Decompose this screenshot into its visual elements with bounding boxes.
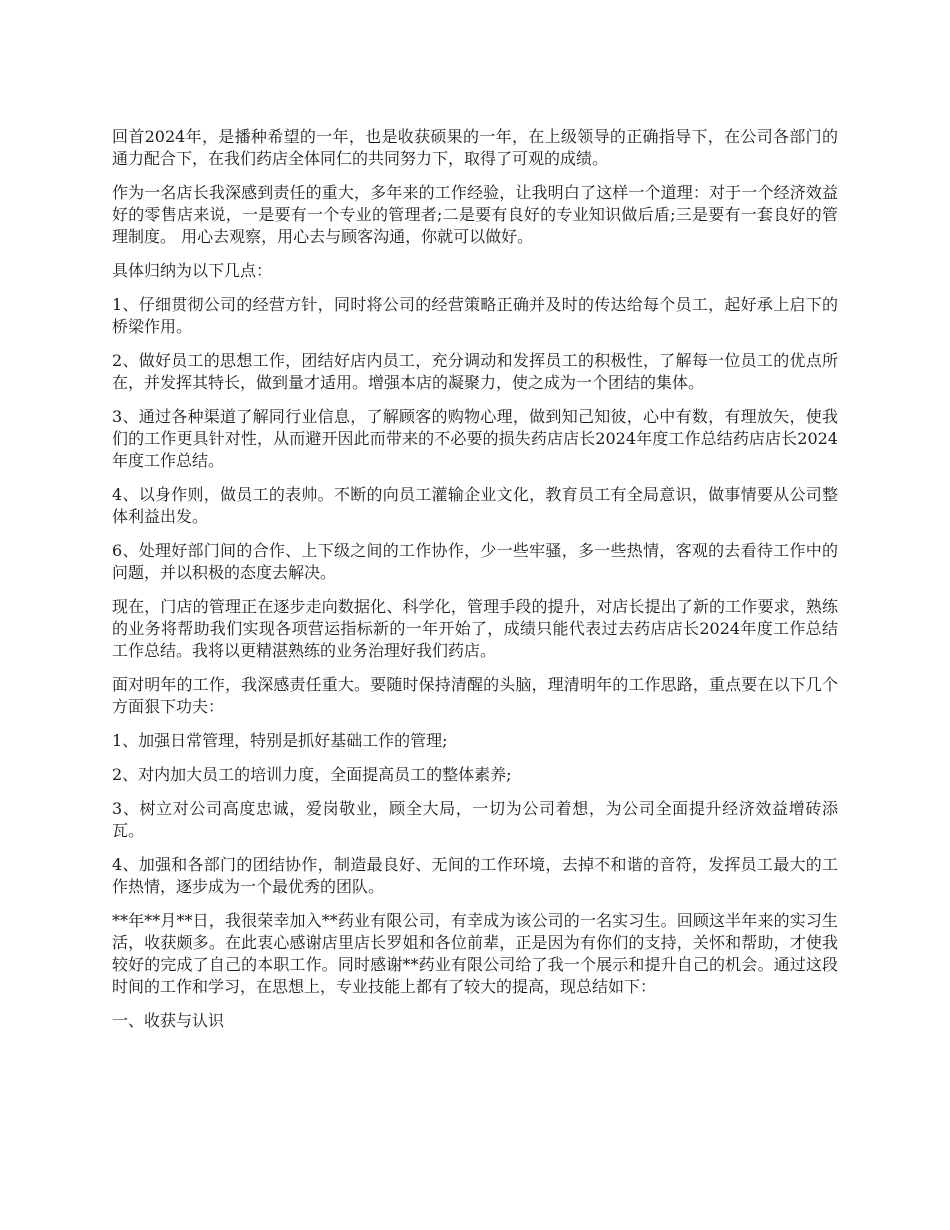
- paragraph-point-4: 4、以身作则，做员工的表帅。不断的向员工灌输企业文化，教育员工有全局意识，做事情要从公司整体利益出发。: [112, 485, 838, 526]
- paragraph-current-status: 现在，门店的管理正在逐步走向数据化、科学化，管理手段的提升，对店长提出了新的工作要求，熟练的业务将帮助我们实现各项营运指标新的一年开始了，成绩只能代表过去药店店长2024年度工作总结工作总结。我将以更精湛熟练的业务治理好我们药店。: [112, 597, 838, 660]
- paragraph-plan-4: 4、加强和各部门的团结协作，制造最良好、无间的工作环境，去掉不和谐的音符，发挥员工最大的工作热情，逐步成为一个最优秀的团队。: [112, 855, 838, 896]
- paragraph-point-3: 3、通过各种渠道了解同行业信息，了解顾客的购物心理，做到知己知彼，心中有数，有理放矢，使我们的工作更具针对性，从而避开因此而带来的不必要的损失药店店长2024年度工作总结药店店长2024年度工作总结。: [112, 407, 838, 470]
- paragraph-point-1: 1、仔细贯彻公司的经营方针，同时将公司的经营策略正确并及时的传达给每个员工，起好承上启下的桥梁作用。: [112, 295, 838, 336]
- paragraph-internship: **年**月**日，我很荣幸加入**药业有限公司，有幸成为该公司的一名实习生。回顾这半年来的实习生活，收获颇多。在此衷心感谢店里店长罗姐和各位前辈，正是因为有你们的支持，关怀和帮助，才使我较好的完成了自己的本职工作。同时感谢**药业有限公司给了我一个展示和提升自己的机会。通过这段时间的工作和学习，在思想上，专业技能上都有了较大的提高，现总结如下：: [112, 911, 838, 996]
- paragraph-point-6: 6、处理好部门间的合作、上下级之间的工作协作，少一些牢骚，多一些热情，客观的去看待工作中的问题，并以积极的态度去解决。: [112, 541, 838, 582]
- paragraph-plan-1: 1、加强日常管理，特别是抓好基础工作的管理;: [112, 731, 448, 750]
- paragraph-plan-2: 2、对内加大员工的培训力度，全面提高员工的整体素养;: [112, 765, 512, 784]
- paragraph-plan-3: 3、树立对公司高度忠诚，爱岗敬业，顾全大局，一切为公司着想，为公司全面提升经济效益增砖添瓦。: [112, 799, 838, 840]
- document-body: [112, 126, 838, 1044]
- paragraph-intro: 回首2024年，是播种希望的一年，也是收获硕果的一年，在上级领导的正确指导下，在公司各部门的通力配合下，在我们药店全体同仁的共同努力下，取得了可观的成绩。: [112, 127, 838, 168]
- section-heading-harvest: 一、收获与认识: [112, 1011, 225, 1030]
- paragraph-point-2: 2、做好员工的思想工作，团结好店内员工，充分调动和发挥员工的积极性，了解每一位员工的优点所在，并发挥其特长，做到量才适用。增强本店的凝聚力，使之成为一个团结的集体。: [112, 351, 838, 392]
- paragraph-summary-lead: 具体归纳为以下几点：: [112, 261, 273, 280]
- paragraph-next-year-lead: 面对明年的工作，我深感责任重大。要随时保持清醒的头脑，理清明年的工作思路，重点要在以下几个方面狠下功夫：: [112, 675, 838, 716]
- paragraph-manager-duty: 作为一名店长我深感到责任的重大，多年来的工作经验，让我明白了这样一个道理：对于一个经济效益好的零售店来说，一是要有一个专业的管理者;二是要有良好的专业知识做后盾;三是要有一套良好的管理制度。 用心去观察，用心去与顾客沟通，你就可以做好。: [112, 183, 838, 246]
